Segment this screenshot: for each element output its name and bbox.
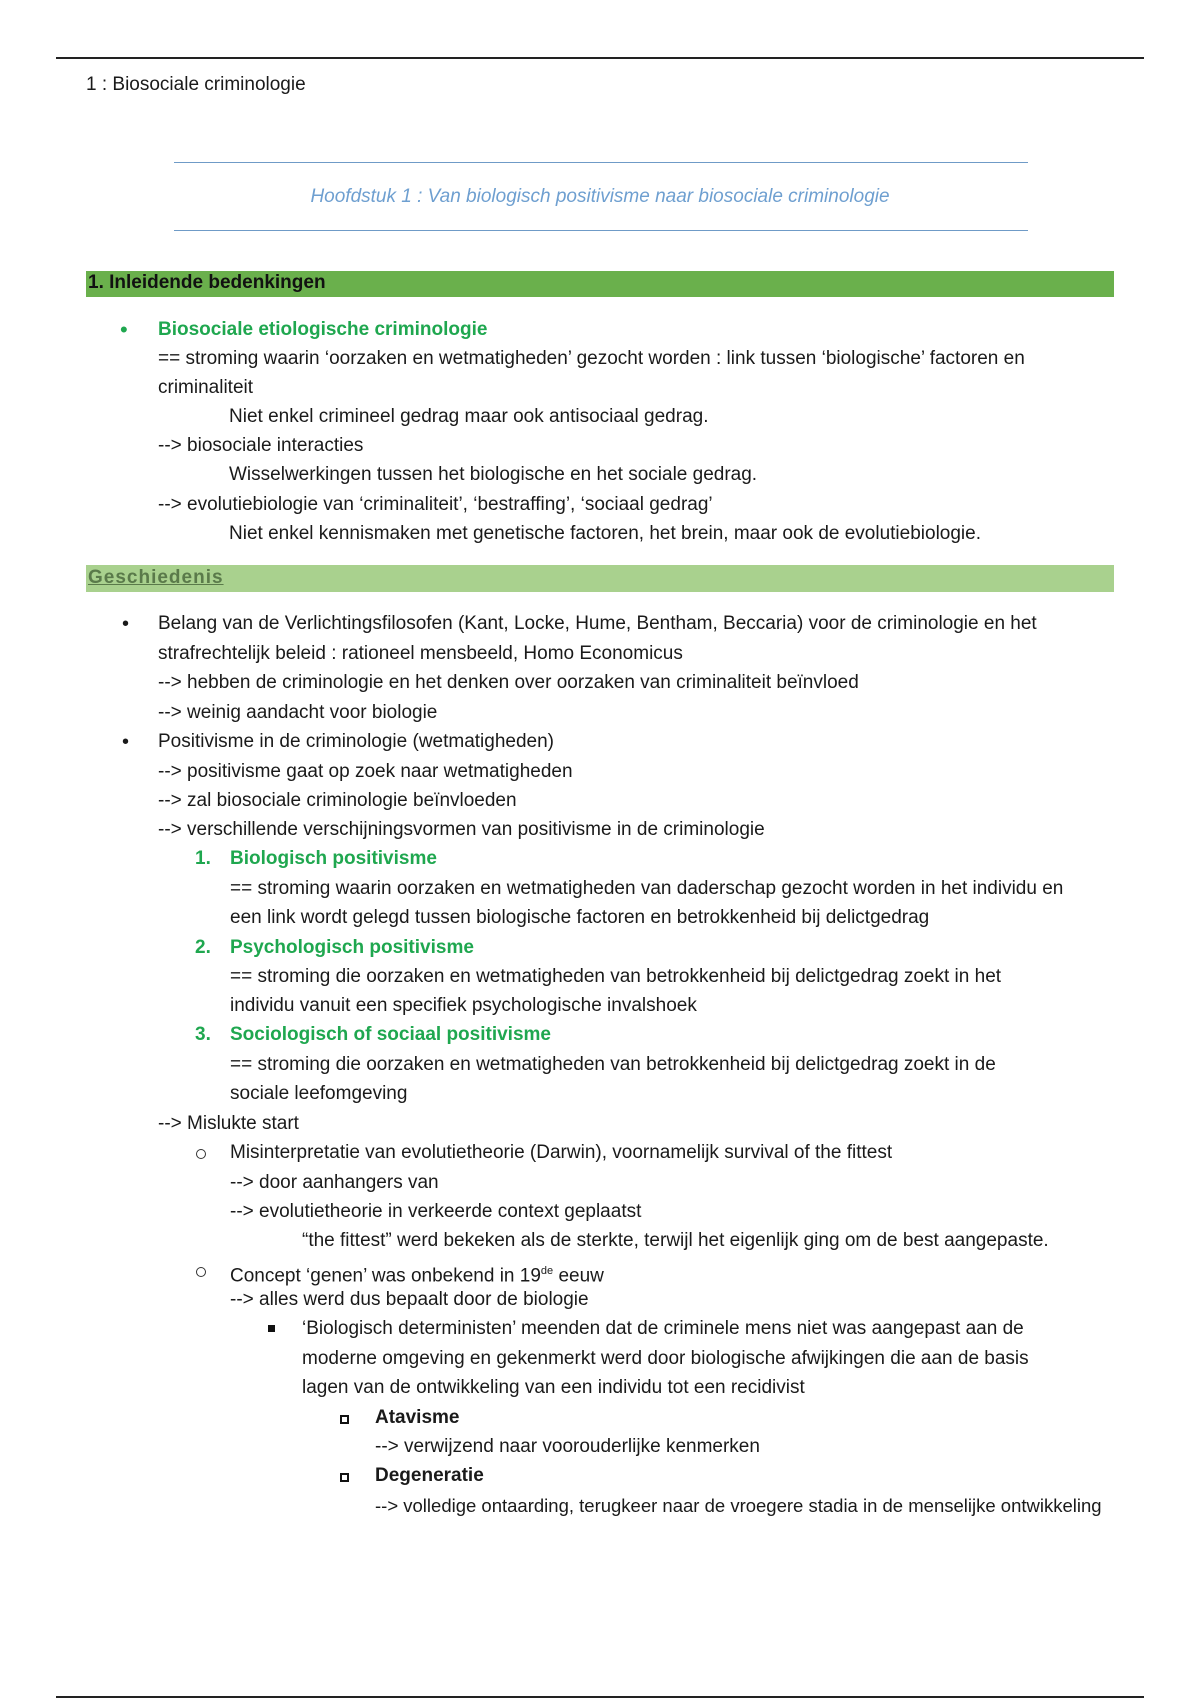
numbered-title: Psychologisch positivisme bbox=[230, 937, 474, 958]
text-line: == stroming waarin ‘oorzaken en wetmatigheden’ gezocht worden : link tussen ‘biologische’ factoren en bbox=[158, 348, 1025, 369]
section-heading-1: 1. Inleidende bedenkingen bbox=[86, 271, 1114, 297]
text-line: een link wordt gelegd tussen biologische factoren en betrokkenheid bij delictgedrag bbox=[230, 907, 930, 928]
bullet-icon: • bbox=[122, 731, 130, 753]
numbered-title: Biologisch positivisme bbox=[230, 848, 437, 869]
header-rule bbox=[56, 57, 1144, 59]
text-line: --> positivisme gaat op zoek naar wetmatigheden bbox=[158, 761, 573, 782]
text-line: Misinterpretatie van evolutietheorie (Darwin), voornamelijk survival of the fittest bbox=[230, 1142, 893, 1163]
list-number: 3. bbox=[195, 1024, 211, 1045]
text-line: --> door aanhangers van bbox=[230, 1172, 439, 1193]
text-line: --> verwijzend naar voorouderlijke kenmerken bbox=[375, 1436, 760, 1457]
text-line: ‘Biologisch deterministen’ meenden dat de criminele mens niet was aangepast aan de bbox=[302, 1318, 1024, 1339]
text-line: individu vanuit een specifiek psychologische invalshoek bbox=[230, 995, 697, 1016]
text-line: == stroming die oorzaken en wetmatigheden van betrokkenheid bij delictgedrag zoekt in de bbox=[230, 1054, 996, 1075]
text-line: --> evolutietheorie in verkeerde context geplaatst bbox=[230, 1201, 642, 1222]
text-line: --> weinig aandacht voor biologie bbox=[158, 702, 438, 723]
title-rule-top bbox=[174, 162, 1028, 163]
list-number: 2. bbox=[195, 937, 211, 958]
term-title: Degeneratie bbox=[375, 1465, 484, 1486]
text-line: --> Mislukte start bbox=[158, 1113, 299, 1134]
text-line: --> zal biosociale criminologie beïnvloeden bbox=[158, 790, 517, 811]
item-title: Biosociale etiologische criminologie bbox=[158, 319, 488, 340]
circle-bullet-icon bbox=[196, 1149, 206, 1159]
text-line: == stroming waarin oorzaken en wetmatigheden van daderschap gezocht worden in het individu en bbox=[230, 878, 1064, 899]
bullet-icon: • bbox=[122, 613, 130, 635]
text-line: == stroming die oorzaken en wetmatigheden van betrokkenheid bij delictgedrag zoekt in het bbox=[230, 966, 1002, 987]
text-line: sociale leefomgeving bbox=[230, 1083, 408, 1104]
text-line: --> verschillende verschijningsvormen van positivisme in de criminologie bbox=[158, 819, 765, 840]
text-line: --> alles werd dus bepaalt door de biologie bbox=[230, 1289, 589, 1310]
text-line: Belang van de Verlichtingsfilosofen (Kant, Locke, Hume, Bentham, Beccaria) voor de criminologie en het bbox=[158, 613, 1037, 634]
footer-rule bbox=[56, 1696, 1144, 1698]
section-heading-2: Geschiedenis bbox=[86, 565, 1114, 592]
text-line: --> biosociale interacties bbox=[158, 435, 364, 456]
text-line: lagen van de ontwikkeling van een individu tot een recidivist bbox=[302, 1377, 805, 1398]
list-number: 1. bbox=[195, 848, 211, 869]
text-line: criminaliteit bbox=[158, 377, 254, 398]
text-line: --> hebben de criminologie en het denken over oorzaken van criminaliteit beïnvloed bbox=[158, 672, 859, 693]
text-line: strafrechtelijk beleid : rationeel mensbeeld, Homo Economicus bbox=[158, 643, 683, 664]
circle-bullet-icon bbox=[196, 1267, 206, 1277]
text-line: moderne omgeving en gekenmerkt werd door biologische afwijkingen die aan de basis bbox=[302, 1348, 1029, 1369]
text-line: “the fittest” werd bekeken als de sterkte, terwijl het eigenlijk ging om de best aangepaste. bbox=[302, 1230, 1049, 1251]
term-title: Atavisme bbox=[375, 1407, 460, 1428]
text-line: Positivisme in de criminologie (wetmatigheden) bbox=[158, 731, 555, 752]
text-line: Niet enkel crimineel gedrag maar ook antisociaal gedrag. bbox=[229, 406, 709, 427]
square-bullet-icon bbox=[268, 1325, 275, 1332]
hollow-square-bullet-icon bbox=[340, 1473, 349, 1482]
text-line: Concept ‘genen’ was onbekend in 19de eeuw bbox=[230, 1265, 604, 1287]
hollow-square-bullet-icon bbox=[340, 1415, 349, 1424]
bullet-icon: • bbox=[120, 317, 128, 342]
text-line: --> evolutiebiologie van ‘criminaliteit’, ‘bestraffing’, ‘sociaal gedrag’ bbox=[158, 494, 713, 515]
text-line: --> volledige ontaarding, terugkeer naar de vroegere stadia in de menselijke ontwikkeling bbox=[375, 1495, 1102, 1516]
chapter-title: Hoofdstuk 1 : Van biologisch positivisme naar biosociale criminologie bbox=[310, 186, 890, 207]
text-line: Niet enkel kennismaken met genetische factoren, het brein, maar ook de evolutiebiologie. bbox=[229, 523, 981, 544]
numbered-title: Sociologisch of sociaal positivisme bbox=[230, 1024, 551, 1045]
page-header: 1 : Biosociale criminologie bbox=[86, 74, 306, 95]
text-line: Wisselwerkingen tussen het biologische en het sociale gedrag. bbox=[229, 464, 758, 485]
title-rule-bottom bbox=[174, 230, 1028, 231]
